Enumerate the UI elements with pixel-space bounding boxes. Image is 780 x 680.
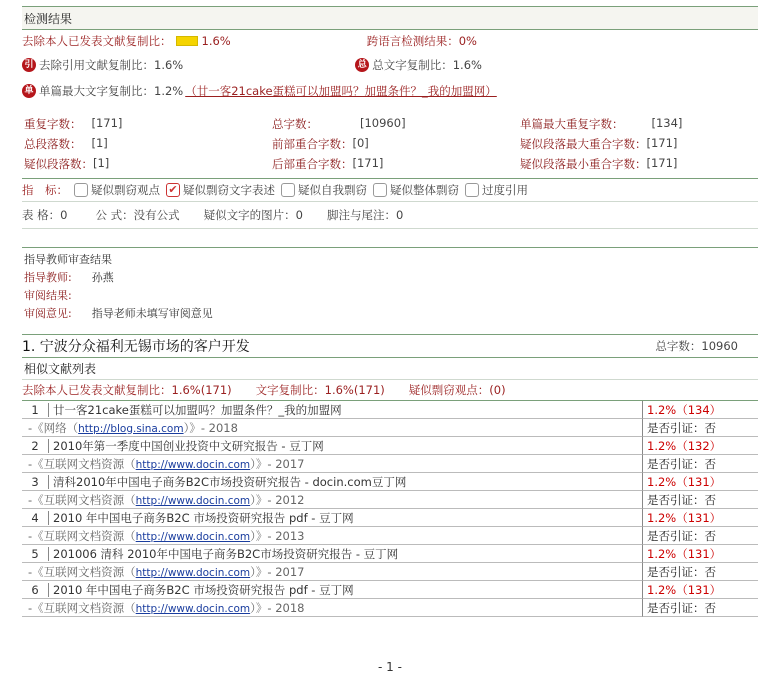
stat-para-min-overlap: 疑似段落最小重合字数： [171] (520, 156, 678, 171)
indicators-row (22, 179, 758, 201)
excl-own-label: 去除本人已发表文献复制比： (22, 34, 172, 48)
stat-suspect-paragraphs: 疑似段落数： [1] (24, 156, 110, 171)
indicator-label-2: 疑似自我剽窃 (298, 183, 367, 197)
indicator-checkbox-3[interactable] (373, 183, 387, 197)
similar-doc-number: 6 (22, 583, 49, 597)
doc-header (22, 335, 758, 357)
similar-doc-cite-status: 是否引证：否 (647, 528, 716, 543)
stat-total-chars: 总字数： [10960] (272, 116, 406, 131)
doc-excl-own: 去除本人已发表文献复制比：1.6%(171) (22, 383, 232, 397)
single-max-label: 单篇最大文字复制比： (39, 84, 154, 98)
similar-doc-row[interactable] (22, 509, 758, 527)
similar-doc-title[interactable]: 廿一客21cake蛋糕可以加盟吗？加盟条件？_我的加盟网 (53, 402, 342, 417)
total-icon: 总 (355, 58, 369, 72)
cite-icon: 引 (22, 58, 36, 72)
similar-doc-percent: 1.2%（134） (647, 402, 722, 417)
images-count: 疑似文字的图片：0 (203, 208, 303, 222)
indicator-label-0: 疑似剽窃观点 (91, 183, 160, 197)
percent-bar (176, 36, 198, 46)
similar-doc-source-prefix: -《互联网文档资源（ (28, 492, 136, 507)
cite-row (22, 52, 758, 78)
teacher-section-title: 指导教师审查结果 (24, 253, 112, 266)
similar-doc-source-row (22, 455, 758, 473)
similar-doc-title[interactable]: 2010 年中国电子商务B2C 市场投资研究报告 pdf - 豆丁网 (53, 582, 354, 597)
similar-doc-row[interactable] (22, 473, 758, 491)
similar-doc-source-prefix: -《互联网文档资源（ (28, 600, 136, 615)
review-opinion-label: 审阅意见: (24, 307, 72, 320)
stat-front-overlap: 前部重合字数： [0] (272, 136, 369, 151)
stat-para-max-overlap: 疑似段落最大重合字数： [171] (520, 136, 678, 151)
formulas-count: 公 式：没有公式 (95, 208, 180, 222)
similar-doc-cite-status: 是否引证：否 (647, 456, 716, 471)
similar-doc-source-row (22, 527, 758, 545)
similar-doc-url[interactable]: http://www.docin.com (135, 530, 251, 543)
similar-doc-title[interactable]: 2010年第一季度中国创业投资中文研究报告 - 豆丁网 (53, 438, 324, 453)
similar-doc-number: 3 (22, 475, 49, 489)
excl-cite-label: 去除引用文献复制比： (39, 58, 154, 72)
indicator-checkbox-2[interactable] (281, 183, 295, 197)
similar-doc-cite-status: 是否引证：否 (647, 420, 716, 435)
similar-doc-cite-status: 是否引证：否 (647, 600, 716, 615)
misc-row (22, 202, 758, 228)
similar-doc-source-prefix: -《互联网文档资源（ (28, 564, 136, 579)
footnotes-count: 脚注与尾注：0 (326, 208, 404, 222)
similar-doc-percent: 1.2%（131） (647, 546, 722, 561)
indicators-label: 指 标： (22, 183, 68, 197)
doc-total-chars: 总字数：10960 (655, 339, 738, 353)
similar-doc-title[interactable]: 201006 清科 2010年中国电子商务B2C市场投资研究报告 - 豆丁网 (53, 546, 399, 561)
indicator-label-3: 疑似整体剽窃 (390, 183, 459, 197)
list-title: 相似文献列表 (24, 362, 97, 376)
similar-doc-source-row (22, 599, 758, 617)
similar-doc-row[interactable] (22, 437, 758, 455)
indicator-checkbox-0[interactable] (74, 183, 88, 197)
stat-total-paragraphs: 总段落数： [1] (24, 136, 108, 151)
similar-doc-source-row (22, 563, 758, 581)
similar-doc-source-row (22, 491, 758, 509)
similar-doc-number: 1 (22, 403, 49, 417)
review-opinion-value: 指导老师未填写审阅意见 (91, 307, 213, 320)
similar-doc-source-prefix: -《互联网文档资源（ (28, 456, 136, 471)
review-result-label: 审阅结果: (24, 289, 72, 302)
similar-doc-title[interactable]: 清科2010年中国电子商务B2C市场投资研究报告 - docin.com豆丁网 (53, 474, 407, 489)
similar-doc-source-suffix: ）》- 2017 (250, 564, 305, 579)
similar-doc-percent: 1.2%（131） (647, 582, 722, 597)
teacher-review (22, 248, 758, 326)
similar-doc-cite-status: 是否引证：否 (647, 492, 716, 507)
similar-doc-url[interactable]: http://blog.sina.com (78, 422, 184, 435)
similar-doc-percent: 1.2%（131） (647, 510, 722, 525)
page-number: - 1 - (378, 660, 402, 674)
similar-doc-row[interactable] (22, 401, 758, 419)
doc-title: 1. 宁波分众福利无锡市场的客户开发 (22, 339, 250, 355)
similar-doc-source-suffix: ）》- 2018 (183, 420, 238, 435)
similar-doc-source-suffix: ）》- 2018 (250, 600, 305, 615)
similar-doc-source-prefix: -《网络（ (28, 420, 79, 435)
similar-doc-row[interactable] (22, 581, 758, 599)
excl-own-value: 1.6% (201, 34, 231, 48)
similar-doc-percent: 1.2%（131） (647, 474, 722, 489)
single-max-value: 1.2% (154, 84, 184, 98)
similar-doc-url[interactable]: http://www.docin.com (135, 602, 251, 615)
similar-doc-number: 4 (22, 511, 49, 525)
cross-lang-result: 跨语言检测结果：0% (366, 34, 477, 48)
similar-doc-source-row (22, 419, 758, 437)
indicator-label-4: 过度引用 (482, 183, 528, 197)
stat-back-overlap: 后部重合字数： [171] (272, 156, 384, 171)
teacher-label: 指导教师: (24, 271, 72, 284)
teacher-name: 孙燕 (91, 271, 114, 284)
similar-doc-number: 2 (22, 439, 49, 453)
similar-doc-number: 5 (22, 547, 49, 561)
single-max-link[interactable]: （廿一客21cake蛋糕可以加盟吗？加盟条件？_我的加盟网） (185, 84, 497, 98)
indicator-checkbox-4[interactable] (465, 183, 479, 197)
section-title-results: 检测结果 (22, 7, 758, 29)
stat-repeat-chars: 重复字数： [171] (24, 116, 123, 131)
tables-count: 表 格：0 (22, 208, 68, 222)
stats-grid (22, 112, 758, 172)
similar-doc-title[interactable]: 2010 年中国电子商务B2C 市场投资研究报告 pdf - 豆丁网 (53, 510, 354, 525)
single-icon: 单 (22, 84, 36, 98)
single-max-row (22, 78, 758, 104)
similar-doc-row[interactable] (22, 545, 758, 563)
similar-docs-list (22, 401, 758, 617)
similar-doc-source-suffix: ）》- 2012 (250, 492, 305, 507)
stat-single-max-repeat: 单篇最大重复字数： [134] (520, 116, 683, 131)
total-copy-label: 总文字复制比： (372, 58, 453, 72)
similar-doc-cite-status: 是否引证：否 (647, 564, 716, 579)
doc-text-copy: 文字复制比：1.6%(171) (255, 383, 385, 397)
excl-cite-value: 1.6% (154, 58, 184, 72)
similar-doc-source-suffix: ）》- 2017 (250, 456, 305, 471)
similar-doc-url[interactable]: http://www.docin.com (135, 494, 251, 507)
excl-own-row (22, 30, 758, 52)
doc-plag-points: 疑似剽窃观点：(0) (408, 383, 506, 397)
indicator-checkbox-1[interactable]: ✔ (166, 183, 180, 197)
total-copy-value: 1.6% (452, 58, 482, 72)
similar-doc-source-suffix: ）》- 2013 (250, 528, 305, 543)
similar-doc-percent: 1.2%（132） (647, 438, 722, 453)
similar-doc-source-prefix: -《互联网文档资源（ (28, 528, 136, 543)
similar-doc-url[interactable]: http://www.docin.com (135, 458, 251, 471)
indicator-label-1: 疑似剽窃文字表述 (183, 183, 275, 197)
doc-summary-row (22, 380, 758, 400)
similar-doc-url[interactable]: http://www.docin.com (135, 566, 251, 579)
